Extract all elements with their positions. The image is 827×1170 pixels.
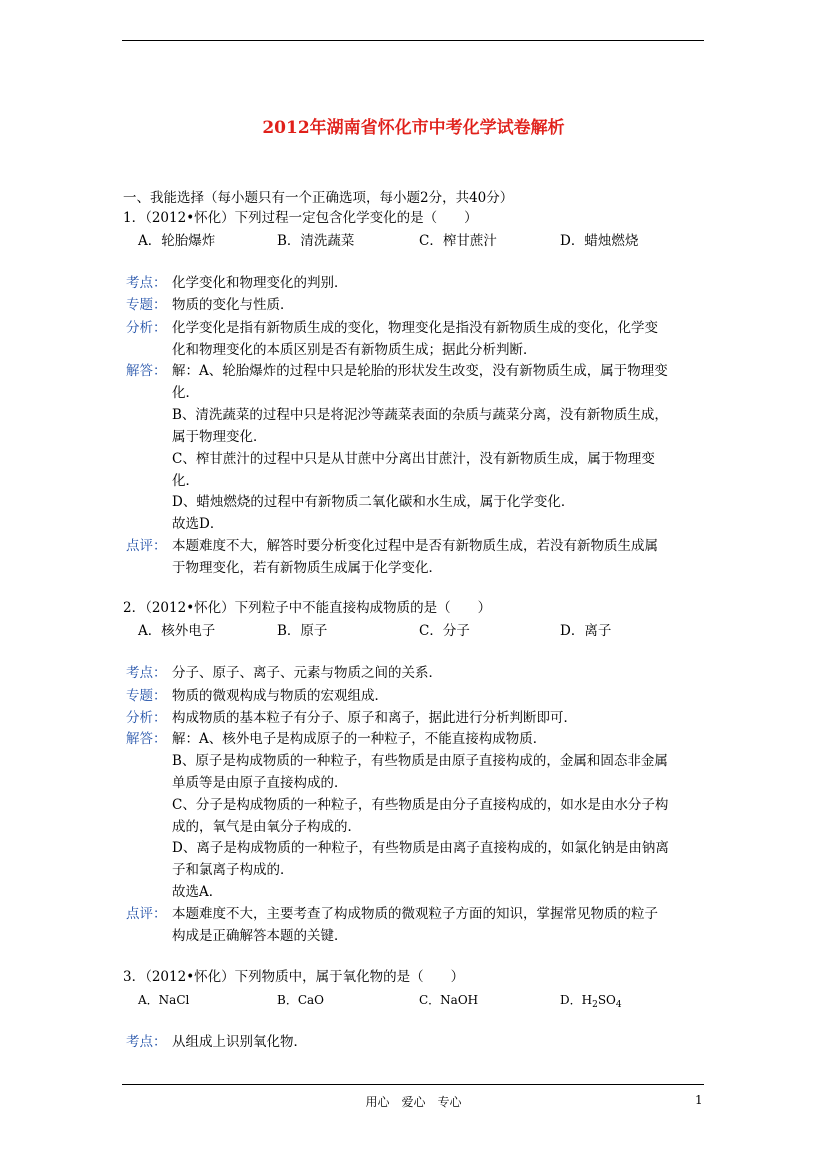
q2-fenxi-line: 构成物质的基本粒子有分子、原子和离子，据此进行分析判断即可． — [172, 710, 577, 726]
q2-option-c: C．分子 — [419, 623, 470, 639]
q1-jieda-line: C、榨甘蔗汁的过程中只是从甘蔗中分离出甘蔗汁，没有新物质生成，属于物理变 — [172, 451, 655, 467]
q2-jieda-line: B、原子是构成物质的一种粒子，有些物质是由原子直接构成的，金属和固态非金属 — [172, 753, 668, 769]
q1-kaodian: 化学变化和物理变化的判别． — [172, 275, 348, 291]
q1-option-c: C．榨甘蔗汁 — [419, 233, 497, 249]
q2-jieda-line: 单质等是由原子直接构成的． — [172, 775, 348, 791]
q1-jieda-line: D、蜡烛燃烧的过程中有新物质二氧化碳和水生成，属于化学变化． — [172, 494, 575, 510]
q1-jieda-line: 属于物理变化． — [172, 429, 267, 445]
page-footer: 用心 爱心 专心 — [365, 1095, 462, 1109]
q1-jieda-line: 解：A、轮胎爆炸的过程中只是轮胎的形状发生改变，没有新物质生成，属于物理变 — [172, 363, 668, 379]
q1-fenxi-line: 化学变化是指有新物质生成的变化，物理变化是指没有新物质生成的变化，化学变 — [172, 320, 658, 336]
q2-zhuanti-label: 专题： — [126, 688, 167, 704]
q2-option-b: B．原子 — [277, 623, 328, 639]
footer-rule — [122, 1084, 704, 1085]
q3-option-a: A．NaCl — [138, 993, 190, 1007]
q1-jieda-line: 化． — [172, 473, 199, 489]
q2-dianping-line: 本题难度不大，主要考查了构成物质的微观粒子方面的知识，掌握常见物质的粒子 — [172, 906, 658, 922]
q3-option-d-prefix: D．H — [560, 993, 593, 1007]
q2-option-a: A．核外电子 — [138, 623, 216, 639]
q2-kaodian-label: 考点： — [126, 665, 167, 681]
q2-dianping-label: 点评： — [126, 906, 167, 922]
q2-dianping-line: 构成是正确解答本题的关键． — [172, 928, 348, 944]
q3-option-d-sub2: 4 — [615, 1000, 622, 1010]
q1-stem: 1．（2012•怀化）下列过程一定包含化学变化的是（ ） — [123, 210, 478, 226]
q1-option-d: D．蜡烛燃烧 — [560, 233, 639, 249]
q2-zhuanti: 物质的微观构成与物质的宏观组成． — [172, 688, 388, 704]
q2-kaodian: 分子、原子、离子、元素与物质之间的关系． — [172, 665, 442, 681]
q3-option-c: C．NaOH — [419, 993, 479, 1007]
q1-kaodian-label: 考点： — [126, 275, 167, 291]
q1-jieda-line: 化． — [172, 385, 199, 401]
document-title: 2012年湖南省怀化市中考化学试卷解析 — [262, 118, 565, 138]
q3-kaodian: 从组成上识别氧化物． — [172, 1034, 307, 1050]
q2-jieda-line: 成的，氧气是由氧分子构成的． — [172, 819, 361, 835]
q1-zhuanti: 物质的变化与性质． — [172, 297, 294, 313]
q1-jieda-label: 解答： — [126, 363, 167, 379]
q3-stem: 3．（2012•怀化）下列物质中，属于氧化物的是（ ） — [123, 969, 465, 985]
q1-jieda-line: 故选D． — [172, 516, 224, 532]
q3-option-d — [560, 990, 622, 1015]
q1-jieda-line: B、清洗蔬菜的过程中只是将泥沙等蔬菜表面的杂质与蔬菜分离，没有新物质生成， — [172, 407, 668, 423]
q2-jieda-line: 故选A． — [172, 884, 223, 900]
q1-option-b: B．清洗蔬菜 — [277, 233, 355, 249]
q2-jieda-line: 子和氯离子构成的． — [172, 862, 294, 878]
section-heading: 一、我能选择（每小题只有一个正确选项，每小题2分，共40分） — [123, 190, 514, 206]
q1-fenxi-label: 分析： — [126, 320, 167, 336]
q2-jieda-line: 解：A、核外电子是构成原子的一种粒子，不能直接构成物质． — [172, 731, 547, 747]
q2-stem: 2．（2012•怀化）下列粒子中不能直接构成物质的是（ ） — [123, 600, 492, 616]
q1-fenxi-line: 化和物理变化的本质区别是否有新物质生成；据此分析判断． — [172, 342, 537, 358]
q2-jieda-line: C、分子是构成物质的一种粒子，有些物质是由分子直接构成的，如水是由水分子构 — [172, 797, 669, 813]
q1-dianping-line: 于物理变化，若有新物质生成属于化学变化． — [172, 560, 442, 576]
q3-kaodian-label: 考点： — [126, 1034, 167, 1050]
header-rule — [122, 40, 704, 41]
q3-option-b: B．CaO — [277, 993, 324, 1007]
q1-zhuanti-label: 专题： — [126, 297, 167, 313]
q2-jieda-label: 解答： — [126, 731, 167, 747]
q2-fenxi-label: 分析： — [126, 710, 167, 726]
q1-dianping-label: 点评： — [126, 538, 167, 554]
q2-option-d: D．离子 — [560, 623, 612, 639]
q3-option-d-mid: SO — [597, 993, 616, 1007]
q3-option-d-sub1: 2 — [592, 1000, 598, 1010]
q2-jieda-line: D、离子是构成物质的一种粒子，有些物质是由离子直接构成的，如氯化钠是由钠离 — [172, 840, 669, 856]
page-number: 1 — [695, 1093, 703, 1107]
q1-option-a: A．轮胎爆炸 — [138, 233, 216, 249]
q1-dianping-line: 本题难度不大，解答时要分析变化过程中是否有新物质生成，若没有新物质生成属 — [172, 538, 658, 554]
